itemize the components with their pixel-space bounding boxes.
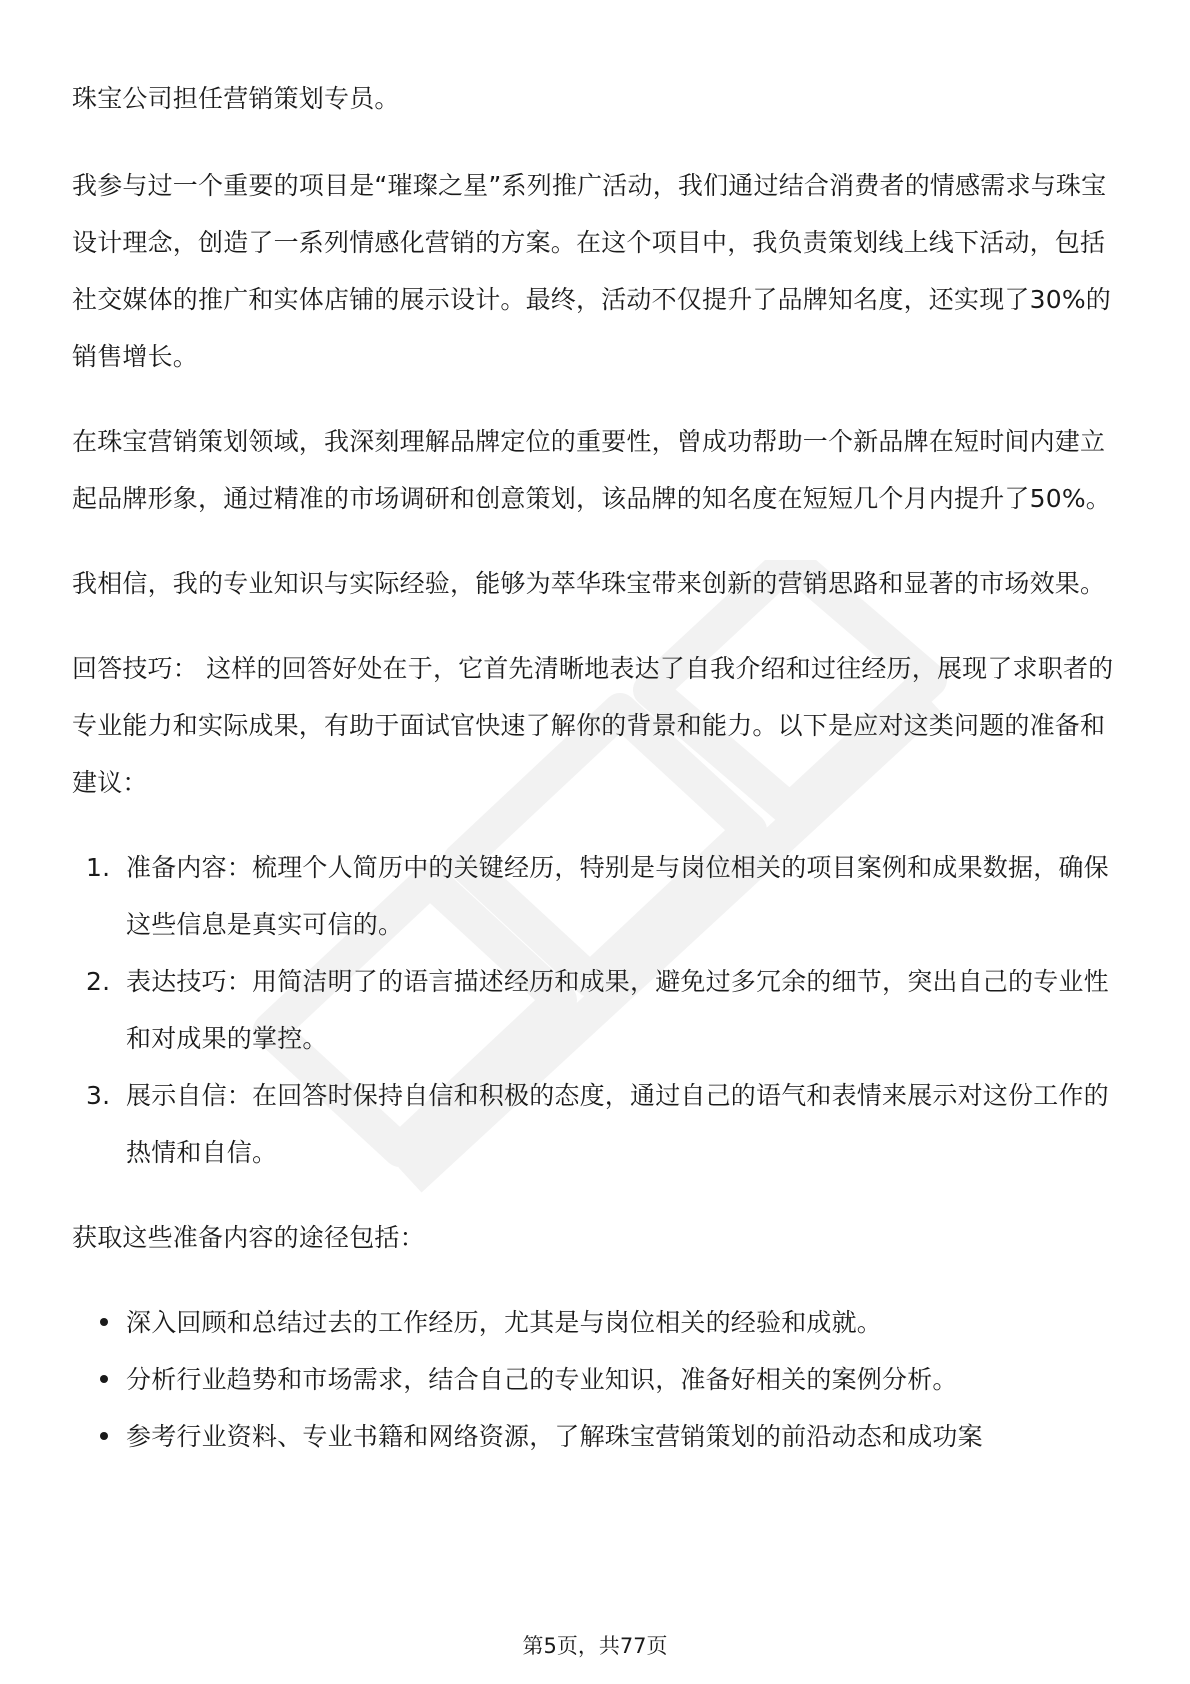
ordered-list: [72, 839, 1122, 1181]
list-item-text: 深入回顾和总结过去的工作经历，尤其是与岗位相关的经验和成就。: [126, 1308, 883, 1337]
bullet-icon: [100, 1375, 108, 1383]
list-number: 3.: [86, 1081, 111, 1110]
list-item: [72, 1067, 1122, 1181]
paragraph-sources: 获取这些准备内容的途径包括：: [72, 1223, 425, 1252]
list-item: [72, 1408, 1122, 1465]
list-item-text: 参考行业资料、专业书籍和网络资源，了解珠宝营销策划的前沿动态和成功案: [126, 1422, 983, 1451]
intro-line: 珠宝公司担任营销策划专员。: [72, 84, 400, 113]
list-number: 1.: [86, 853, 111, 882]
bullet-icon: [100, 1318, 108, 1326]
list-item-text: 分析行业趋势和市场需求，结合自己的专业知识，准备好相关的案例分析。: [126, 1365, 958, 1394]
list-item: [72, 839, 1122, 953]
bullet-icon: [100, 1432, 108, 1440]
list-item-text: 展示自信：在回答时保持自信和积极的态度，通过自己的语气和表情来展示对这份工作的热情和自信。: [126, 1081, 1109, 1167]
list-number: 2.: [86, 967, 111, 996]
paragraph-tips: 回答技巧： 这样的回答好处在于，它首先清晰地表达了自我介绍和过往经历，展现了求职者的专业能力和实际成果，有助于面试官快速了解你的背景和能力。以下是应对这类问题的准备和建议：: [72, 654, 1114, 797]
page-number: 第5页，共77页: [522, 1634, 668, 1658]
bullet-list: [72, 1294, 1122, 1465]
document-body: [72, 70, 1122, 1465]
paragraph-belief: 我相信，我的专业知识与实际经验，能够为萃华珠宝带来创新的营销思路和显著的市场效果。: [72, 569, 1106, 598]
list-item: [72, 953, 1122, 1067]
list-item-text: 表达技巧：用简洁明了的语言描述经历和成果，避免过多冗余的细节，突出自己的专业性和对成果的掌控。: [126, 967, 1109, 1053]
list-item: [72, 1351, 1122, 1408]
paragraph-project: 我参与过一个重要的项目是“璀璨之星”系列推广活动，我们通过结合消费者的情感需求与珠宝设计理念，创造了一系列情感化营销的方案。在这个项目中，我负责策划线上线下活动，包括社交媒体的推广和实体店铺的展示设计。最终，活动不仅提升了品牌知名度，还实现了30%的销售增长。: [72, 171, 1111, 371]
list-item-text: 准备内容：梳理个人简历中的关键经历，特别是与岗位相关的项目案例和成果数据，确保这些信息是真实可信的。: [126, 853, 1109, 939]
list-item: [72, 1294, 1122, 1351]
paragraph-brand: 在珠宝营销策划领域，我深刻理解品牌定位的重要性，曾成功帮助一个新品牌在短时间内建立起品牌形象，通过精准的市场调研和创意策划，该品牌的知名度在短短几个月内提升了50%。: [72, 427, 1111, 513]
